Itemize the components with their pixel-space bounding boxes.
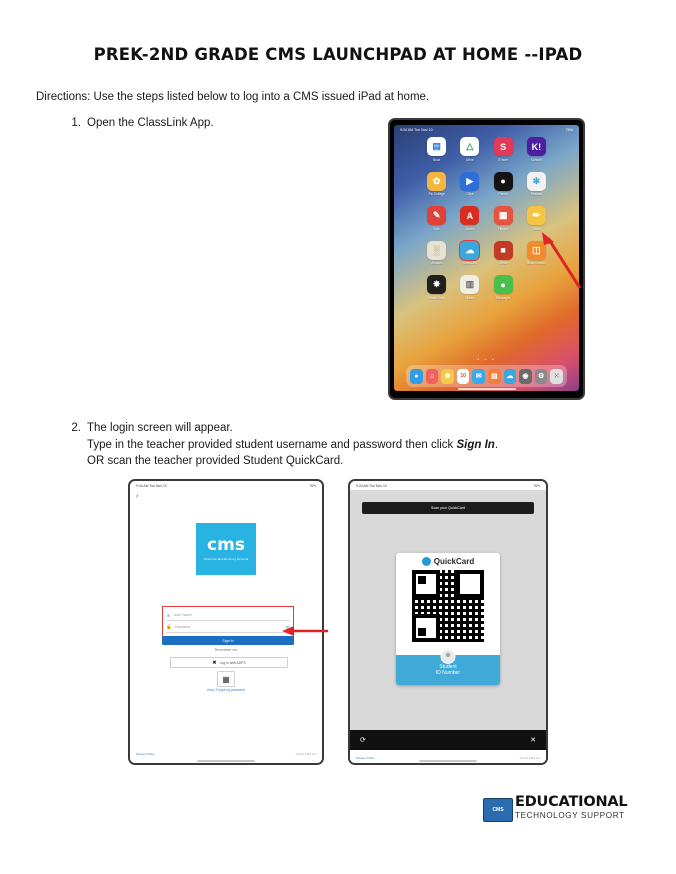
app-icon-clips[interactable]: [460, 172, 479, 197]
home-indicator: [458, 388, 516, 390]
app-label: Library: [465, 295, 475, 300]
app-label: Seesaw: [530, 192, 543, 196]
dock-mail-icon[interactable]: ✉: [472, 369, 485, 384]
annotation-arrow-sign-in: [282, 625, 328, 637]
sign-in-button[interactable]: Sign In: [162, 636, 294, 645]
clips-icon: ▶: [460, 172, 479, 191]
sign-in-emphasis: Sign In: [456, 438, 495, 451]
app-grid: [394, 137, 579, 300]
version-label: v6.0.0.1 R3.3.2: [295, 752, 316, 756]
student-label: Student: [439, 664, 457, 670]
step-2-line-2: [87, 437, 557, 454]
app-label: Drive: [466, 157, 474, 162]
app-label: Flipgrid: [497, 226, 509, 231]
adobe-icon: A: [460, 206, 479, 225]
qr-code-icon: [412, 570, 484, 642]
seesaw-icon: ✻: [527, 172, 546, 191]
ipad-quickcard-screenshot: [348, 479, 548, 765]
smore-icon: S: [494, 137, 513, 156]
dock-books-icon[interactable]: ▤: [488, 369, 501, 384]
office-icon: ■: [494, 241, 513, 260]
step-1-number: 1.: [71, 117, 81, 129]
app-icon-adobe[interactable]: [460, 206, 479, 231]
app-icon-office[interactable]: [494, 241, 513, 266]
quickcard-card-header: [396, 553, 500, 570]
app-icon-smore[interactable]: [494, 137, 513, 162]
cms-logo: [196, 523, 256, 575]
app-label: Pic Collage: [428, 192, 445, 196]
app-icon-safari-kids[interactable]: [427, 275, 446, 300]
app-icon-piccollage[interactable]: [427, 172, 446, 197]
qr-code-icon: ▦: [222, 674, 230, 684]
version-label: v6.0.0.1 R3.3.2: [519, 756, 540, 760]
home-indicator: [419, 760, 477, 762]
dock-apps-icon[interactable]: ⁙: [550, 369, 563, 384]
app-icon-kahoot[interactable]: [527, 137, 546, 162]
app-icon-library[interactable]: [460, 275, 479, 300]
epic-icon: ✎: [427, 206, 446, 225]
app-icon-classlink[interactable]: [460, 241, 479, 266]
adfs-login-button[interactable]: [170, 657, 288, 668]
panda-icon: ●: [494, 172, 513, 191]
book-icon: ▤: [427, 137, 446, 156]
cms-logo-word: cms: [207, 535, 245, 555]
dock-safari-icon[interactable]: ●: [410, 369, 423, 384]
login-screen: [130, 481, 322, 763]
back-chevron-icon[interactable]: ‹: [136, 493, 139, 500]
quickcard-student-footer: [396, 652, 500, 685]
app-icon-book[interactable]: [427, 137, 446, 162]
step-2-number: 2.: [71, 422, 81, 434]
lock-icon: 🔒: [166, 624, 172, 629]
app-label: Adobe: [465, 226, 475, 231]
dock-settings-icon[interactable]: ⚙: [535, 369, 548, 384]
user-icon: ☻: [166, 612, 171, 618]
app-icon-drive[interactable]: [460, 137, 479, 162]
step-2: [71, 420, 557, 470]
classlink-icon: ☁: [460, 241, 479, 260]
camera-controls-bar: [350, 730, 546, 750]
app-label: Book: [432, 157, 441, 162]
step-2-line-3: OR scan the teacher provided Student QuickCard.: [87, 455, 344, 468]
login-status-right: 76%: [309, 483, 316, 488]
password-placeholder: Password: [174, 625, 191, 629]
app-label: Abacus: [431, 261, 442, 265]
app-label: Messages: [495, 295, 511, 300]
login-status-bar: [130, 481, 322, 490]
status-bar-left: 9:34 AM Tue Nov 10: [400, 127, 433, 132]
quickcard-title: QuickCard: [433, 557, 475, 566]
cms-badge-icon: CMS: [483, 798, 513, 822]
show-password-icon[interactable]: 👁: [284, 624, 290, 630]
messages-icon: ●: [494, 275, 513, 294]
rotate-camera-icon[interactable]: ⟳: [360, 737, 366, 744]
avatar: ☻: [441, 649, 456, 664]
quickcard-status-left: 9:34 AM Tue Nov 10: [356, 483, 387, 488]
bookcreator-icon: ◫: [527, 241, 546, 260]
home-indicator: [197, 760, 255, 762]
step-2-line-2-suffix: .: [494, 438, 499, 451]
ets-logo-sub: TECHNOLOGY SUPPORT: [515, 811, 625, 821]
page-title: PREK-2ND GRADE CMS LAUNCHPAD AT HOME --IPAD: [93, 45, 583, 64]
directions-text: Directions: Use the steps listed below to log into a CMS issued iPad at home.: [36, 91, 430, 103]
abacus-icon: ░: [427, 241, 446, 260]
app-label: Panda: [498, 192, 508, 196]
username-field[interactable]: [166, 610, 290, 621]
ipad-home-screen: [394, 125, 579, 391]
password-field[interactable]: [166, 622, 290, 633]
app-label: Safari Kids: [428, 295, 445, 300]
app-icon-epic[interactable]: [427, 206, 446, 231]
app-icon-flipgrid[interactable]: [494, 206, 513, 231]
remember-me-checkbox[interactable]: Remember me: [214, 648, 238, 652]
app-label: Office: [498, 261, 508, 265]
dock-calendar-icon[interactable]: 10: [457, 369, 470, 384]
ets-logo-text: [515, 795, 627, 820]
privacy-policy-link[interactable]: Privacy Policy: [136, 752, 155, 756]
flipgrid-icon: ▦: [494, 206, 513, 225]
educational-technology-support-logo: [483, 795, 628, 827]
piccollage-icon: ✿: [427, 172, 446, 191]
quickcard-status-right: 76%: [533, 483, 540, 488]
scan-instruction-banner: Scan your QuickCard: [362, 502, 534, 514]
app-label: Epic: [433, 226, 440, 231]
kahoot-icon: K!: [527, 137, 546, 156]
app-icon-bookcreator[interactable]: [527, 241, 546, 266]
app-label: S'more: [498, 157, 509, 162]
step-2-line-1: The login screen will appear.: [87, 422, 233, 434]
microsoft-icon: ✖: [212, 659, 217, 666]
page-indicator-dots: • • •: [477, 357, 496, 363]
username-placeholder: User Name: [173, 613, 192, 617]
app-label: ClassLink: [462, 261, 477, 265]
library-icon: ▥: [460, 275, 479, 294]
dock-classlink-icon[interactable]: ☁: [504, 369, 517, 384]
close-icon[interactable]: ✕: [530, 737, 536, 744]
dock-photos-icon[interactable]: ❀: [441, 369, 454, 384]
step-1-text: Open the ClassLink App.: [87, 117, 214, 129]
step-2-line-2-prefix: Type in the teacher provided student username and password then click: [87, 438, 457, 451]
app-label: Book Creator: [526, 261, 546, 265]
app-label: Clips: [466, 192, 474, 196]
ipad-login-screenshot: [128, 479, 324, 765]
adfs-login-label: Log in with ADFS: [219, 660, 246, 665]
app-icon-seesaw[interactable]: [527, 172, 546, 197]
safari-kids-icon: ✸: [427, 275, 446, 294]
step-1: [71, 115, 367, 132]
app-label: Notes: [532, 226, 541, 231]
app-icon-abacus[interactable]: [427, 241, 446, 266]
quickcard-card: [396, 553, 500, 685]
dock-music-icon[interactable]: ♫: [426, 369, 439, 384]
drive-icon: △: [460, 137, 479, 156]
quickcard-scan-area: [350, 490, 546, 763]
status-bar-right: 76%: [565, 127, 573, 132]
credentials-highlight-box: [162, 606, 294, 637]
ipad-home-screenshot: [388, 118, 585, 400]
quickcard-screen: [350, 481, 546, 763]
privacy-policy-link[interactable]: Privacy Policy: [356, 756, 375, 760]
app-icon-notes[interactable]: [527, 206, 546, 231]
status-bar: [394, 125, 579, 134]
classlink-cloud-icon: [422, 557, 431, 566]
notes-icon: ✏: [527, 206, 546, 225]
student-id-label: ID Number: [435, 670, 461, 677]
app-icon-panda[interactable]: [494, 172, 513, 197]
app-label: Kahoot!: [530, 157, 542, 162]
ipad-dock: [406, 365, 567, 387]
cms-logo-subtitle: Charlotte-Mecklenburg Schools: [203, 557, 249, 561]
login-status-left: 9:34 AM Tue Nov 10: [136, 483, 167, 488]
quickcard-status-bar: [350, 481, 546, 490]
help-forgot-password-link[interactable]: Help / Forgot my password: [206, 688, 246, 692]
quickcard-scan-button[interactable]: [217, 671, 235, 687]
ets-logo-main: EDUCATIONAL: [515, 794, 628, 810]
dock-camera-icon[interactable]: ◉: [519, 369, 532, 384]
app-icon-messages[interactable]: [494, 275, 513, 300]
